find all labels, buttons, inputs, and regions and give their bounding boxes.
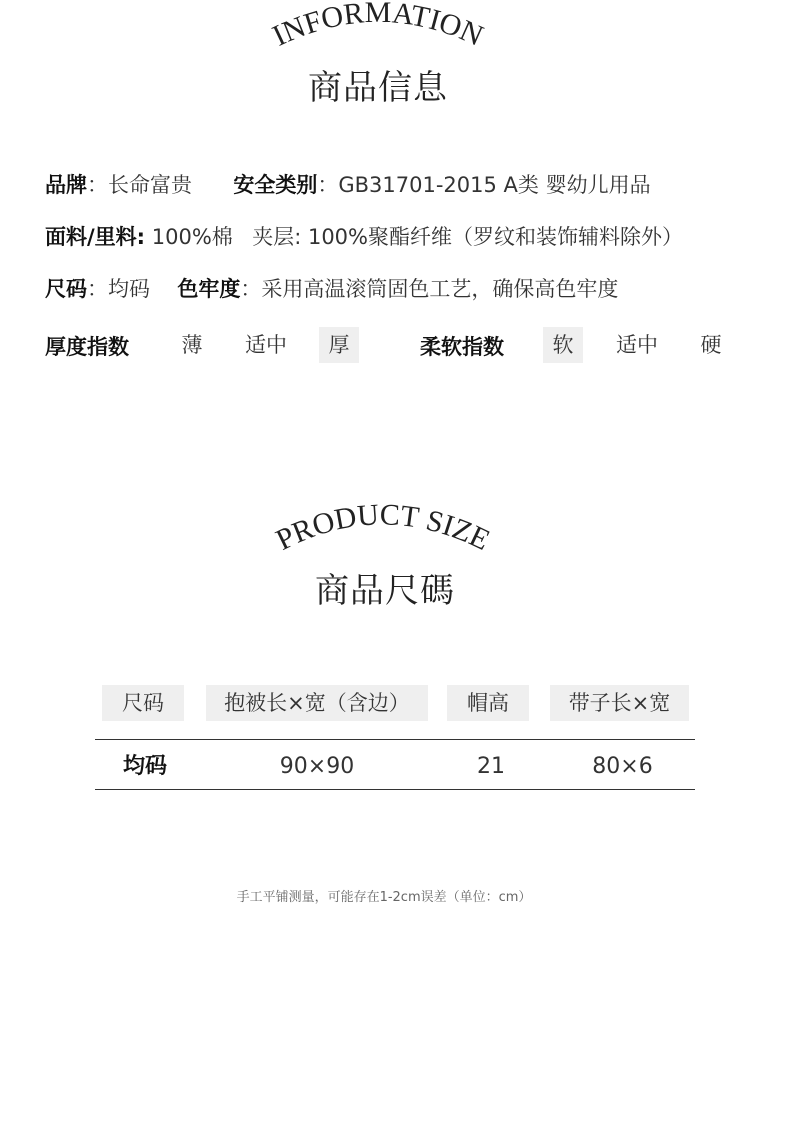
softness-option-medium: 适中 (616, 333, 658, 357)
brand-value: 长命富贵 (108, 173, 192, 197)
info-row-size: 尺码：均码 色牢度：采用高温滚筒固色工艺，确保高色牢度 (45, 277, 619, 301)
softness-option-soft-selected: 软 (543, 327, 583, 363)
fabric-value: 100%棉 (151, 225, 233, 249)
size-table-header-size: 尺码 (102, 685, 184, 721)
size-label: 尺码 (45, 277, 87, 301)
size-table-cell-size: 均码 (122, 754, 167, 779)
info-row-fabric: 面料/里料: 100%棉 夹层: 100%聚酯纤维（罗纹和装饰辅料除外） (45, 225, 683, 249)
product-size-arc-title (0, 500, 790, 570)
size-value: 均码 (108, 277, 150, 301)
table-bottom-rule (95, 789, 695, 790)
svg-text:PRODUCT SIZE (271, 498, 495, 557)
softness-option-hard: 硬 (700, 333, 722, 357)
fastness-value: 采用高温滚筒固色工艺，确保高色牢度 (261, 277, 619, 301)
fastness-label: 色牢度 (177, 277, 241, 301)
thickness-index-label: 厚度指数 (45, 335, 129, 359)
size-table-cell-hat: 21 (477, 754, 505, 779)
safety-value: GB31701-2015 A类 婴幼儿用品 (338, 173, 651, 197)
size-table-cell-blanket: 90×90 (279, 754, 355, 779)
size-table-header-hat: 帽高 (447, 685, 529, 721)
svg-text:INFORMATION (268, 0, 488, 53)
size-table-header-blanket: 抱被长×宽（含边） (206, 685, 428, 721)
size-table-header-strap: 带子长×宽 (550, 685, 689, 721)
table-top-rule (95, 739, 695, 740)
info-cn-title: 商品信息 (308, 68, 448, 108)
size-cn-title: 商品尺碼 (315, 571, 455, 611)
product-size-en-title: PRODUCT SIZE (270, 498, 495, 557)
lining-value: 100%聚酯纤维（罗纹和装饰辅料除外） (307, 225, 683, 249)
thickness-option-medium: 适中 (245, 333, 287, 357)
thickness-option-thick-selected: 厚 (319, 327, 359, 363)
index-row (0, 327, 790, 365)
size-table-cell-strap: 80×6 (592, 754, 653, 779)
brand-label: 品牌 (45, 173, 87, 197)
info-row-brand: 品牌：长命富贵 安全类别：GB31701-2015 A类 婴幼儿用品 (45, 173, 651, 197)
measurement-note: 手工平铺测量，可能存在1-2cm误差（单位：cm） (236, 890, 532, 905)
information-en-title: INFORMATION (267, 0, 489, 53)
lining-label: 夹层 (252, 225, 295, 249)
fabric-label: 面料/里料 (45, 225, 137, 249)
safety-label: 安全类别 (233, 173, 318, 197)
softness-index-label: 柔软指数 (420, 335, 504, 359)
thickness-option-thin: 薄 (181, 333, 203, 357)
